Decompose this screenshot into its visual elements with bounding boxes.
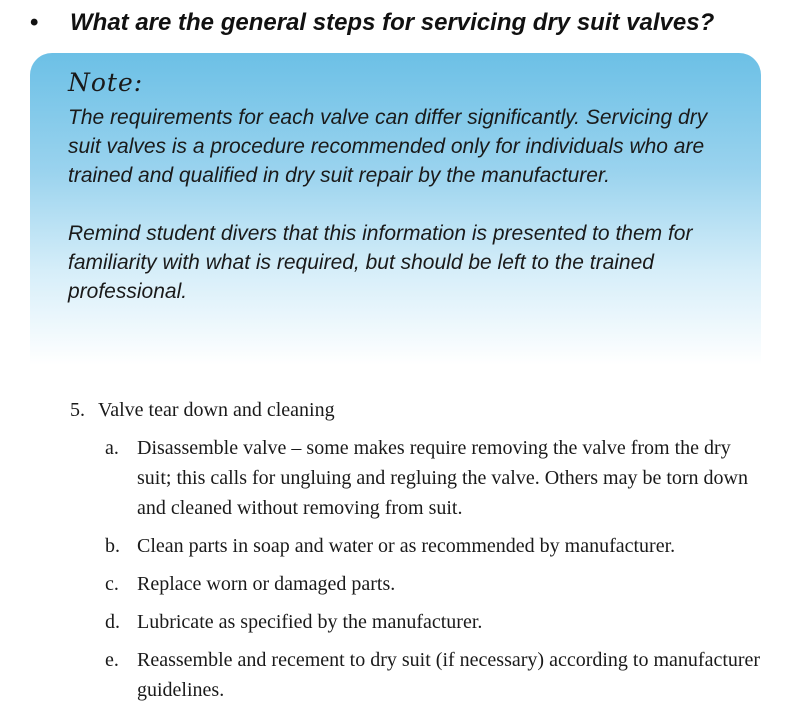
note-heading: Note: <box>68 68 144 97</box>
step-list <box>70 395 770 705</box>
step-heading <box>70 395 770 425</box>
item-letter: a. <box>105 437 119 459</box>
item-letter: e. <box>105 649 119 671</box>
list-item <box>70 531 770 561</box>
bullet-icon: • <box>30 9 39 36</box>
list-item <box>70 569 770 599</box>
list-item <box>70 645 770 705</box>
note-paragraph-2: Remind student divers that this information is presented to them for familiarity with what is required, but should be left to the trained professional. <box>68 222 693 303</box>
step-title: Valve tear down and cleaning <box>98 399 335 421</box>
item-letter: d. <box>105 611 120 633</box>
item-letter: c. <box>105 573 119 595</box>
item-letter: b. <box>105 535 120 557</box>
item-text: Lubricate as specified by the manufacturer. <box>137 611 483 633</box>
item-text: Replace worn or damaged parts. <box>137 573 396 595</box>
step-number: 5. <box>70 399 85 421</box>
item-text: Disassemble valve – some makes require removing the valve from the dry suit; this calls for ungluing and regluing the valve. Others may be torn down and cleaned without removing from suit. <box>137 437 748 519</box>
question-text: What are the general steps for servicing dry suit valves? <box>70 9 715 36</box>
list-item <box>70 433 770 523</box>
note-box <box>30 53 761 365</box>
item-text: Reassemble and recement to dry suit (if necessary) according to manufacturer guidelines. <box>137 649 761 701</box>
note-body <box>68 103 728 306</box>
item-text: Clean parts in soap and water or as recommended by manufacturer. <box>137 535 676 557</box>
list-item <box>70 607 770 637</box>
note-paragraph-1: The requirements for each valve can differ significantly. Servicing dry suit valves is a procedure recommended only for individuals who are trained and qualified in dry suit repair by the manufacturer. <box>68 106 708 187</box>
question-heading <box>30 6 790 40</box>
